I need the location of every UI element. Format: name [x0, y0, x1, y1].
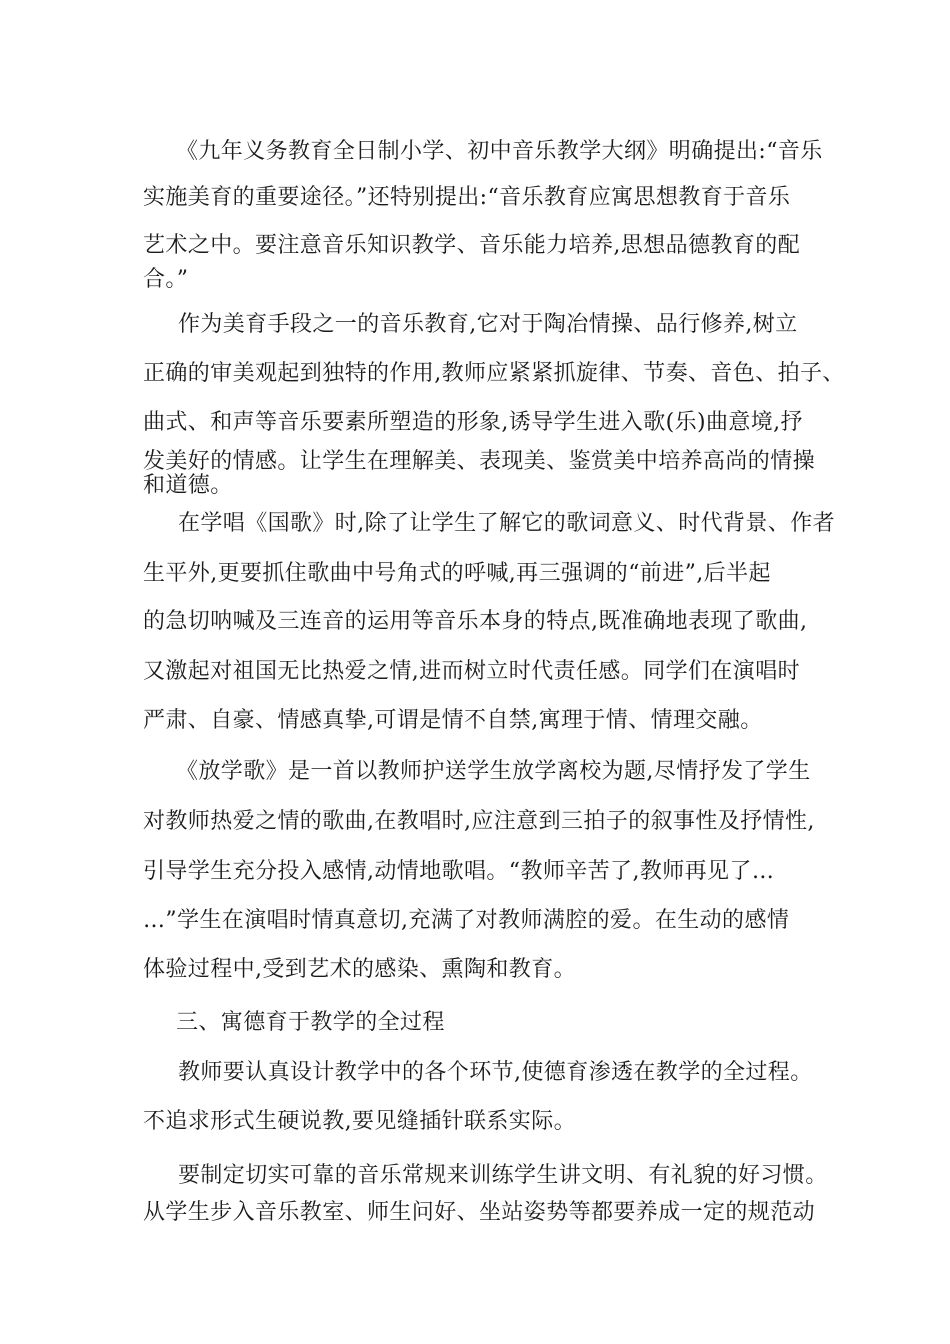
paragraph-1-line-4: 合。”	[143, 267, 189, 292]
paragraph-4-line-5: 体验过程中,受到艺术的感染、熏陶和教育。	[143, 957, 576, 982]
paragraph-2-line-5: 和道德。	[143, 473, 233, 498]
section-heading: 三、寓德育于教学的全过程	[176, 1010, 445, 1035]
paragraph-2-line-4: 发美好的情感。让学生在理解美、表现美、鉴赏美中培养高尚的情操	[143, 449, 816, 474]
paragraph-4-line-1: 《放学歌》是一首以教师护送学生放学离校为题,尽情抒发了学生	[176, 759, 811, 784]
paragraph-2-line-2: 正确的审美观起到独特的作用,教师应紧紧抓旋律、节奏、音色、拍子、	[143, 361, 845, 386]
paragraph-3-line-3: 的急切呐喊及三连音的运用等音乐本身的特点,既准确地表现了歌曲,	[143, 609, 808, 634]
paragraph-1-line-3: 艺术之中。要注意音乐知识教学、音乐能力培养,思想品德教育的配	[143, 233, 800, 258]
paragraph-2-line-1: 作为美育手段之一的音乐教育,它对于陶冶情操、品行修养,树立	[178, 312, 798, 337]
paragraph-7-line-1: 要制定切实可靠的音乐常规来训练学生讲文明、有礼貌的好习惯。	[178, 1163, 828, 1188]
paragraph-7-line-2: 从学生步入音乐教室、师生问好、坐站姿势等都要养成一定的规范动	[143, 1200, 816, 1225]
paragraph-4-line-3: 引导学生充分投入感情,动情地歌唱。“教师辛苦了,教师再见了…	[143, 859, 775, 884]
paragraph-1-line-2: 实施美育的重要途径。”还特别提出:“音乐教育应寓思想教育于音乐	[143, 185, 791, 210]
paragraph-3-line-1: 在学唱《国歌》时,除了让学生了解它的歌词意义、时代背景、作者	[178, 511, 835, 536]
paragraph-3-line-5: 严肃、自豪、情感真挚,可谓是情不自禁,寓理于情、情理交融。	[143, 708, 763, 733]
paragraph-2-line-3: 曲式、和声等音乐要素所塑造的形象,诱导学生进入歌(乐)曲意境,抒	[143, 410, 803, 435]
paragraph-6-line-1: 教师要认真设计教学中的各个环节,使德育渗透在教学的全过程。	[178, 1060, 813, 1085]
paragraph-4-line-2: 对教师热爱之情的歌曲,在教唱时,应注意到三拍子的叙事性及抒情性,	[143, 809, 815, 834]
paragraph-4-line-4: …”学生在演唱时情真意切,充满了对教师满腔的爱。在生动的感情	[143, 908, 790, 933]
paragraph-3-line-4: 又激起对祖国无比热爱之情,进而树立时代责任感。同学们在演唱时	[143, 659, 800, 684]
paragraph-3-line-2: 生平外,更要抓住歌曲中号角式的呼喊,再三强调的“前进”,后半起	[143, 561, 771, 586]
paragraph-6-line-2: 不追求形式生硬说教,要见缝插针联系实际。	[143, 1109, 576, 1134]
paragraph-1-line-1: 《九年义务教育全日制小学、初中音乐教学大纲》明确提出:“音乐	[176, 139, 823, 164]
